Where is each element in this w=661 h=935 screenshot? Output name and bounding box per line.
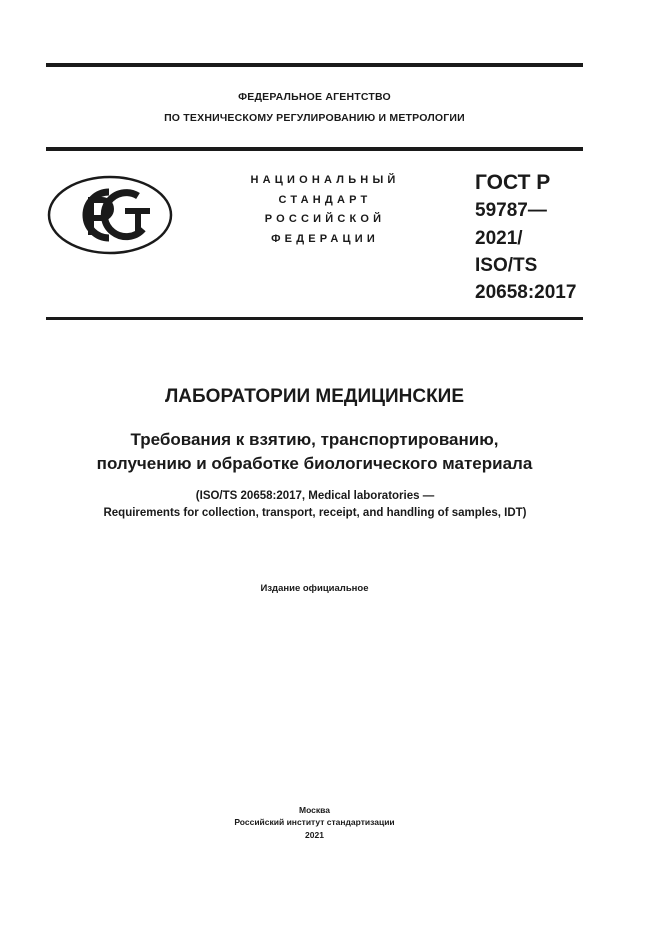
iso-reference-line-2: Requirements for collection, transport, receipt, and handling of samples, IDT) (103, 507, 527, 519)
standard-type-line-4: ФЕДЕРАЦИИ (271, 233, 379, 245)
document-title: ЛАБОРАТОРИИ МЕДИЦИНСКИЕ (164, 386, 465, 407)
title-rule (46, 317, 583, 320)
top-rule (46, 63, 583, 67)
designation-line-3: 2021/ (475, 228, 523, 249)
subtitle-line-1: Требования к взятию, транспортированию, (130, 430, 499, 449)
iso-reference-line-1: (ISO/TS 20658:2017, Medical laboratories — (195, 490, 435, 502)
subtitle-line-2: получению и обработке биологического материала (96, 454, 533, 473)
designation-line-5: 20658:2017 (475, 282, 577, 303)
imprint-city: Москва (299, 805, 330, 815)
designation-line-1: ГОСТ Р (475, 171, 551, 194)
agency-line-1: ФЕДЕРАЛЬНОЕ АГЕНТСТВО (238, 91, 391, 103)
agency-line-2: ПО ТЕХНИЧЕСКОМУ РЕГУЛИРОВАНИЮ И МЕТРОЛОГИИ (164, 112, 465, 124)
standard-type-line-2: СТАНДАРТ (278, 194, 372, 206)
standard-type-line-3: РОССИЙСКОЙ (264, 213, 386, 225)
standard-type-line-1: НАЦИОНАЛЬНЫЙ (250, 174, 400, 186)
imprint-publisher: Российский институт стандартизации (234, 817, 395, 827)
header-rule (46, 147, 583, 151)
gost-r-logo-icon (47, 175, 173, 255)
designation-line-2: 59787— (475, 200, 547, 221)
imprint-year: 2021 (305, 830, 324, 840)
designation-line-4: ISO/TS (475, 255, 538, 276)
edition-label: Издание официальное (260, 583, 369, 594)
